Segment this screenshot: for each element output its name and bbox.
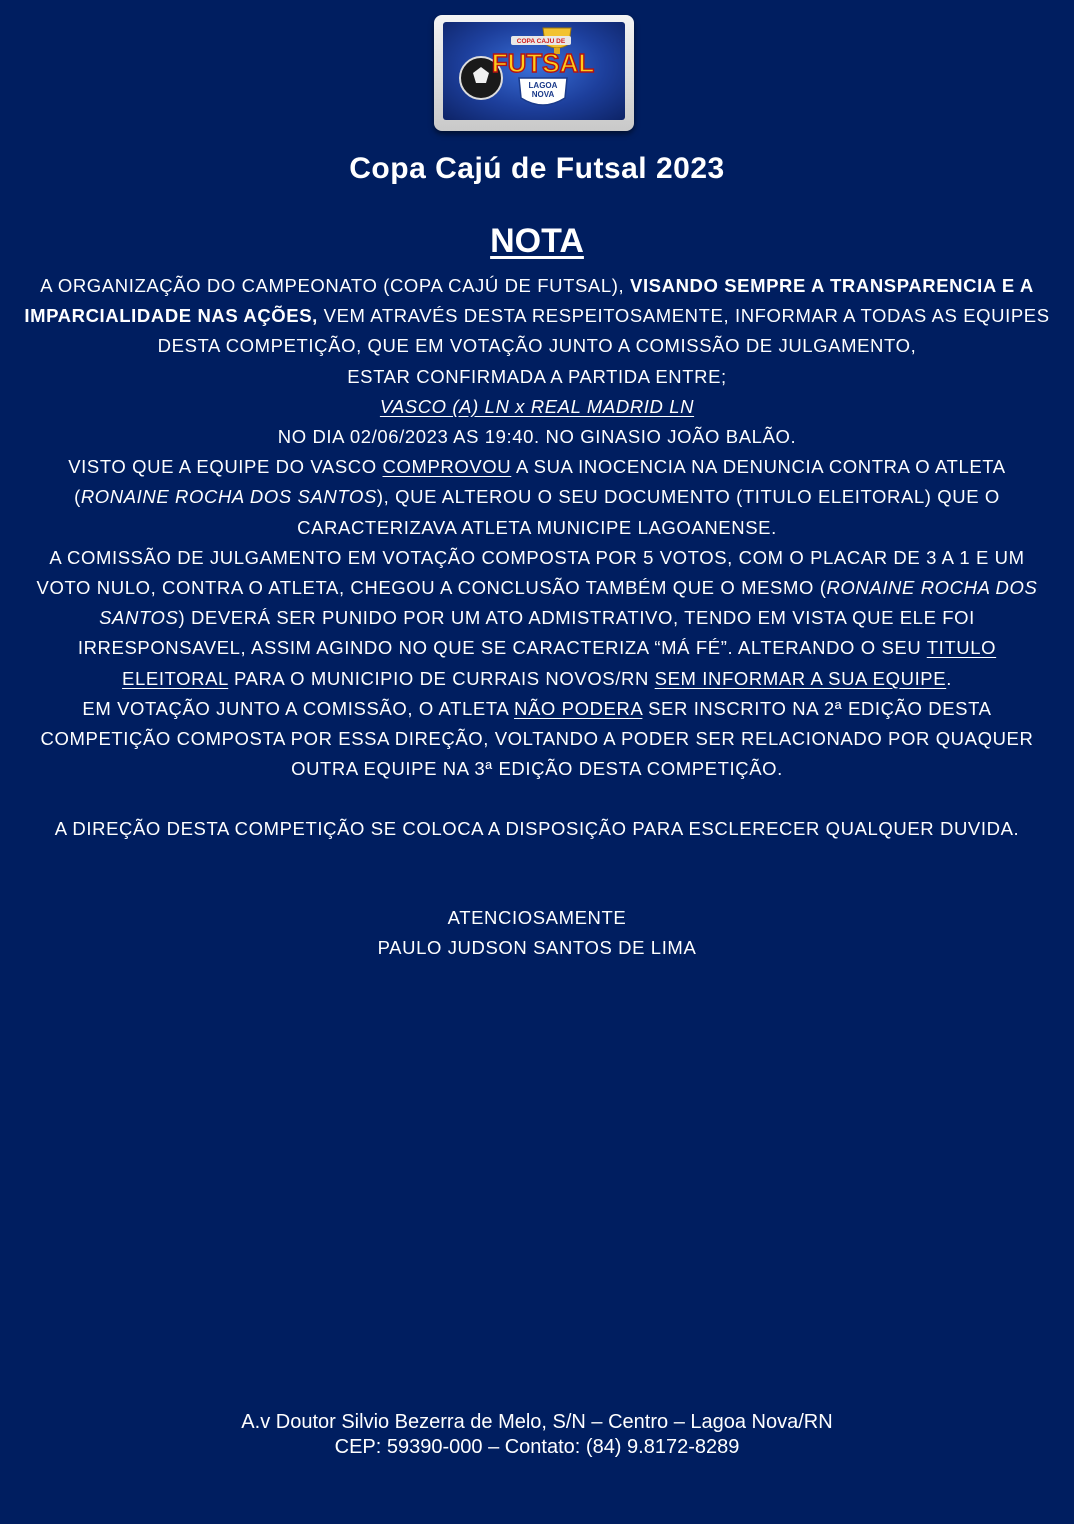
commission-text-e: PARA O MUNICIPIO DE CURRAIS NOVOS/RN [228, 667, 655, 689]
logo-top-text: COPA CAJU DE [516, 38, 566, 45]
signature-block [0, 903, 1074, 963]
paragraph-vasco [22, 452, 1052, 543]
vasco-text-e: ), QUE ALTEROU O SEU DOCUMENTO (TITULO ELEITORAL) QUE O CARACTERIZAVA ATLETA MUNICIPE LAGOANENSE. [297, 486, 1000, 538]
intro-text: A ORGANIZAÇÃO DO CAMPEONATO (COPA CAJÚ DE FUTSAL), [40, 275, 630, 296]
paragraph-intro [22, 271, 1052, 362]
match-line [22, 392, 1052, 422]
vasco-text-a: VISTO QUE A EQUIPE DO VASCO [68, 456, 383, 478]
commission-underline-title: TITULO ELEITORAL [122, 637, 997, 689]
vote-underline: NÃO PODERA [514, 697, 643, 719]
footer-address: A.v Doutor Silvio Bezerra de Melo, S/N – Centro – Lagoa Nova/RN [241, 1411, 833, 1433]
logo-bottom-text-1: LAGOA [528, 81, 558, 90]
paragraph-commission [22, 543, 1052, 694]
commission-text-c: ) DEVERÁ SER PUNIDO POR UM ATO ADMISTRATIVO, TENDO EM VISTA QUE ELE FOI IRRESPONSAVEL, ASSIM AGINDO NO QUE SE CARACTERIZA “MÁ FÉ”. ALTERANDO O SEU [77, 607, 975, 659]
footer [0, 1410, 1074, 1460]
paragraph-vote [22, 694, 1052, 785]
tournament-logo [443, 22, 625, 120]
vote-text-c: SER INSCRITO NA 2ª EDIÇÃO DESTA COMPETIÇÃO COMPOSTA POR ESSA DIREÇÃO, VOLTANDO A PODER SER RELACIONADO POR QUAQUER OUTRA EQUIPE NA 3ª EDIÇÃO DESTA COMPETIÇÃO. [40, 697, 1034, 780]
page-title: Copa Cajú de Futsal 2023 [349, 152, 725, 185]
intro-bold-text: VISANDO SEMPRE A TRANSPARENCIA E A IMPARCIALIDADE NAS AÇÕES, [24, 275, 1034, 327]
closing-text: ATENCIOSAMENTE [447, 907, 627, 928]
logo-bottom-text-2: NOVA [531, 90, 555, 99]
commission-text-g: . [946, 667, 952, 689]
spacer [22, 784, 1052, 814]
commission-underline-team: SEM INFORMAR A SUA EQUIPE [654, 667, 947, 689]
athlete-name: RONAINE ROCHA DOS SANTOS [80, 486, 377, 508]
signer-name: PAULO JUDSON SANTOS DE LIMA [377, 937, 697, 958]
vasco-text-underlined: COMPROVOU [382, 456, 512, 478]
paragraph-disposition: A DIREÇÃO DESTA COMPETIÇÃO SE COLOCA A DISPOSIÇÃO PARA ESCLERECER QUALQUER DUVIDA. [54, 818, 1020, 840]
logo-emblem [443, 22, 625, 120]
vote-text-a: EM VOTAÇÃO JUNTO A COMISSÃO, O ATLETA [82, 697, 515, 719]
footer-contact: CEP: 59390-000 – Contato: (84) 9.8172-8289 [334, 1436, 740, 1458]
note-body [22, 271, 1052, 845]
commission-text-a: A COMISSÃO DE JULGAMENTO EM VOTAÇÃO COMPOSTA POR 5 VOTOS, COM O PLACAR DE 3 A 1 E UM VOTO NULO, CONTRA O ATLETA, CHEGOU A CONCLUSÃO TAMBÉM QUE O MESMO ( [36, 546, 1025, 599]
vasco-text-c: A SUA INOCENCIA NA DENUNCIA CONTRA O ATLETA ( [74, 456, 1006, 508]
match-date-line: NO DIA 02/06/2023 AS 19:40. NO GINASIO JOÃO BALÃO. [277, 426, 797, 448]
intro-text-cont: VEM ATRAVÉS DESTA RESPEITOSAMENTE, INFORMAR A TODAS AS EQUIPES DESTA COMPETIÇÃO, QUE EM VOTAÇÃO JUNTO A COMISSÃO DE JULGAMENTO, [157, 305, 1050, 357]
paragraph-confirmed: ESTAR CONFIRMADA A PARTIDA ENTRE; [347, 365, 727, 387]
logo-main-text: FUTSAL [491, 48, 595, 78]
note-heading: NOTA [490, 222, 584, 260]
logo-frame [434, 15, 634, 131]
athlete-name-2: RONAINE ROCHA DOS SANTOS [99, 577, 1038, 629]
match-teams: VASCO (A) LN x REAL MADRID LN [379, 395, 695, 417]
